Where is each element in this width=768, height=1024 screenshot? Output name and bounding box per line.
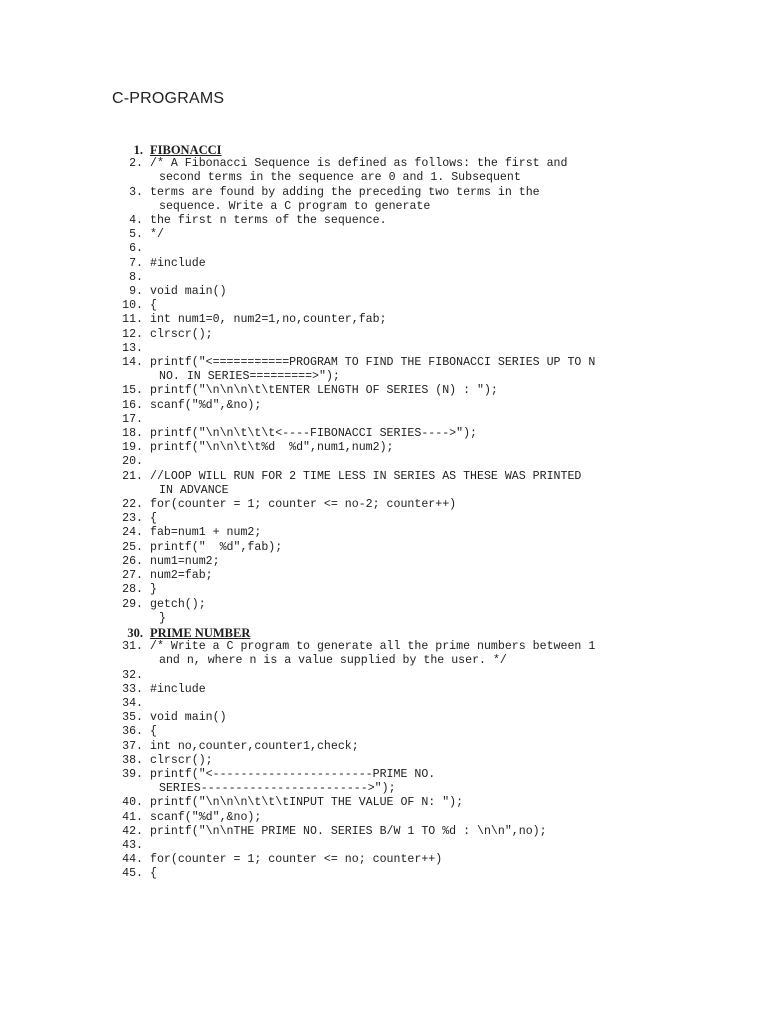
code-line	[0, 740, 768, 754]
code-line	[0, 697, 768, 711]
code-text: void main()	[150, 711, 227, 725]
section-heading	[0, 143, 768, 157]
line-number: 35.	[122, 711, 143, 725]
code-text: for(counter = 1; counter <= no-2; counter++)	[150, 498, 457, 512]
code-text: clrscr();	[150, 327, 213, 341]
code-text: for(counter = 1; counter <= no; counter++)	[150, 853, 443, 867]
line-number: 10.	[122, 299, 143, 313]
line-number: 37.	[122, 739, 143, 753]
code-line	[0, 285, 768, 299]
line-number: 43.	[122, 838, 143, 852]
code-line	[0, 754, 768, 768]
code-line	[0, 725, 768, 739]
code-line-continuation: SERIES------------------------>");	[159, 782, 396, 796]
line-number: 33.	[122, 682, 143, 696]
line-number: 22.	[122, 498, 143, 512]
code-text: printf("\n\n\n\t\tENTER LENGTH OF SERIES (N) : ");	[150, 384, 498, 398]
code-line	[0, 214, 768, 228]
code-text: //LOOP WILL RUN FOR 2 TIME LESS IN SERIES AS THESE WAS PRINTED	[150, 469, 582, 483]
code-text: /* A Fibonacci Sequence is defined as follows: the first and	[150, 157, 568, 171]
line-number: 14.	[122, 356, 143, 370]
code-line	[0, 157, 768, 171]
code-line	[0, 455, 768, 469]
code-line	[0, 427, 768, 441]
line-number: 27.	[122, 569, 143, 583]
line-number: 18.	[122, 427, 143, 441]
code-text: printf("\n\n\t\t%d %d",num1,num2);	[150, 441, 394, 455]
code-text: fab=num1 + num2;	[150, 526, 262, 540]
section-heading	[0, 626, 768, 640]
code-line	[0, 669, 768, 683]
code-line	[0, 271, 768, 285]
line-number: 5.	[129, 228, 143, 242]
section-title: PRIME NUMBER	[150, 625, 251, 640]
line-number: 2.	[129, 157, 143, 171]
code-text: scanf("%d",&no);	[150, 398, 262, 412]
code-line	[0, 768, 768, 782]
code-line	[0, 683, 768, 697]
code-line	[0, 328, 768, 342]
code-line-continuation: IN ADVANCE	[159, 483, 229, 497]
code-line	[0, 299, 768, 313]
line-number: 32.	[122, 668, 143, 682]
code-line-continuation: NO. IN SERIES=========>");	[159, 370, 340, 384]
line-number: 36.	[122, 725, 143, 739]
code-line	[0, 242, 768, 256]
line-number: 20.	[122, 455, 143, 469]
code-listing	[0, 143, 768, 882]
line-number: 6.	[129, 242, 143, 256]
line-number: 40.	[122, 796, 143, 810]
code-line	[0, 711, 768, 725]
line-number: 23.	[122, 512, 143, 526]
code-text: printf(" %d",fab);	[150, 540, 283, 554]
code-text: {	[150, 867, 157, 881]
code-line	[0, 526, 768, 540]
code-line	[0, 598, 768, 612]
code-text: {	[150, 725, 157, 739]
code-line	[0, 356, 768, 370]
code-text: printf("<===========PROGRAM TO FIND THE FIBONACCI SERIES UP TO N	[150, 356, 596, 370]
line-number: 3.	[129, 185, 143, 199]
code-line	[0, 342, 768, 356]
code-line-continuation: }	[159, 611, 166, 625]
code-line	[0, 399, 768, 413]
code-line	[0, 470, 768, 484]
code-text: /* Write a C program to generate all the prime numbers between 1	[150, 640, 596, 654]
line-number: 38.	[122, 753, 143, 767]
code-line	[0, 413, 768, 427]
code-line	[0, 867, 768, 881]
line-number: 25.	[122, 540, 143, 554]
line-number: 15.	[122, 384, 143, 398]
code-line	[0, 839, 768, 853]
line-number: 31.	[122, 640, 143, 654]
code-text: printf("<-----------------------PRIME NO.	[150, 767, 436, 781]
code-line-continuation: second terms in the sequence are 0 and 1. Subsequent	[159, 171, 521, 185]
code-line	[0, 796, 768, 810]
line-number: 39.	[122, 767, 143, 781]
code-text: printf("\n\nTHE PRIME NO. SERIES B/W 1 TO %d : \n\n",no);	[150, 824, 547, 838]
code-line	[0, 257, 768, 271]
code-line	[0, 498, 768, 512]
code-text: */	[150, 228, 164, 242]
code-text: {	[150, 512, 157, 526]
code-line	[0, 583, 768, 597]
code-text: clrscr();	[150, 753, 213, 767]
code-text: printf("\n\n\n\t\t\tINPUT THE VALUE OF N: ");	[150, 796, 464, 810]
code-line	[0, 186, 768, 200]
code-text: num2=fab;	[150, 569, 213, 583]
line-number: 26.	[122, 554, 143, 568]
page-title: C-PROGRAMS	[112, 90, 225, 107]
code-line-continuation: and n, where n is a value supplied by the user. */	[159, 654, 507, 668]
line-number: 9.	[129, 285, 143, 299]
code-text: #include	[150, 682, 206, 696]
code-text: the first n terms of the sequence.	[150, 214, 387, 228]
line-number: 24.	[122, 526, 143, 540]
code-line	[0, 555, 768, 569]
line-number: 28.	[122, 583, 143, 597]
code-text: void main()	[150, 285, 227, 299]
code-line-continuation: sequence. Write a C program to generate	[159, 199, 431, 213]
code-text: int no,counter,counter1,check;	[150, 739, 359, 753]
code-line	[0, 569, 768, 583]
code-line	[0, 384, 768, 398]
code-text: {	[150, 299, 157, 313]
code-line	[0, 825, 768, 839]
line-number: 11.	[122, 313, 143, 327]
code-text: printf("\n\n\t\t\t<----FIBONACCI SERIES---->");	[150, 427, 477, 441]
line-number: 44.	[122, 853, 143, 867]
code-line	[0, 228, 768, 242]
code-line	[0, 313, 768, 327]
code-text: int num1=0, num2=1,no,counter,fab;	[150, 313, 387, 327]
code-line	[0, 541, 768, 555]
line-number: 19.	[122, 441, 143, 455]
line-number: 45.	[122, 867, 143, 881]
line-number: 21.	[122, 469, 143, 483]
code-line	[0, 441, 768, 455]
code-text: }	[150, 583, 157, 597]
code-text: terms are found by adding the preceding two terms in the	[150, 185, 540, 199]
line-number: 13.	[122, 341, 143, 355]
code-text: scanf("%d",&no);	[150, 810, 262, 824]
line-number: 34.	[122, 696, 143, 710]
code-text: getch();	[150, 597, 206, 611]
code-line	[0, 811, 768, 825]
line-number: 29.	[122, 597, 143, 611]
line-number: 7.	[129, 256, 143, 270]
line-number: 30.	[127, 625, 143, 640]
line-number: 1.	[133, 143, 143, 157]
line-number: 42.	[122, 824, 143, 838]
code-line	[0, 853, 768, 867]
code-text: num1=num2;	[150, 554, 220, 568]
line-number: 4.	[129, 214, 143, 228]
line-number: 16.	[122, 398, 143, 412]
code-text: #include	[150, 256, 206, 270]
section-title: FIBONACCI	[150, 143, 222, 157]
code-line	[0, 512, 768, 526]
line-number: 8.	[129, 270, 143, 284]
line-number: 12.	[122, 327, 143, 341]
code-line	[0, 640, 768, 654]
line-number: 17.	[122, 412, 143, 426]
line-number: 41.	[122, 810, 143, 824]
